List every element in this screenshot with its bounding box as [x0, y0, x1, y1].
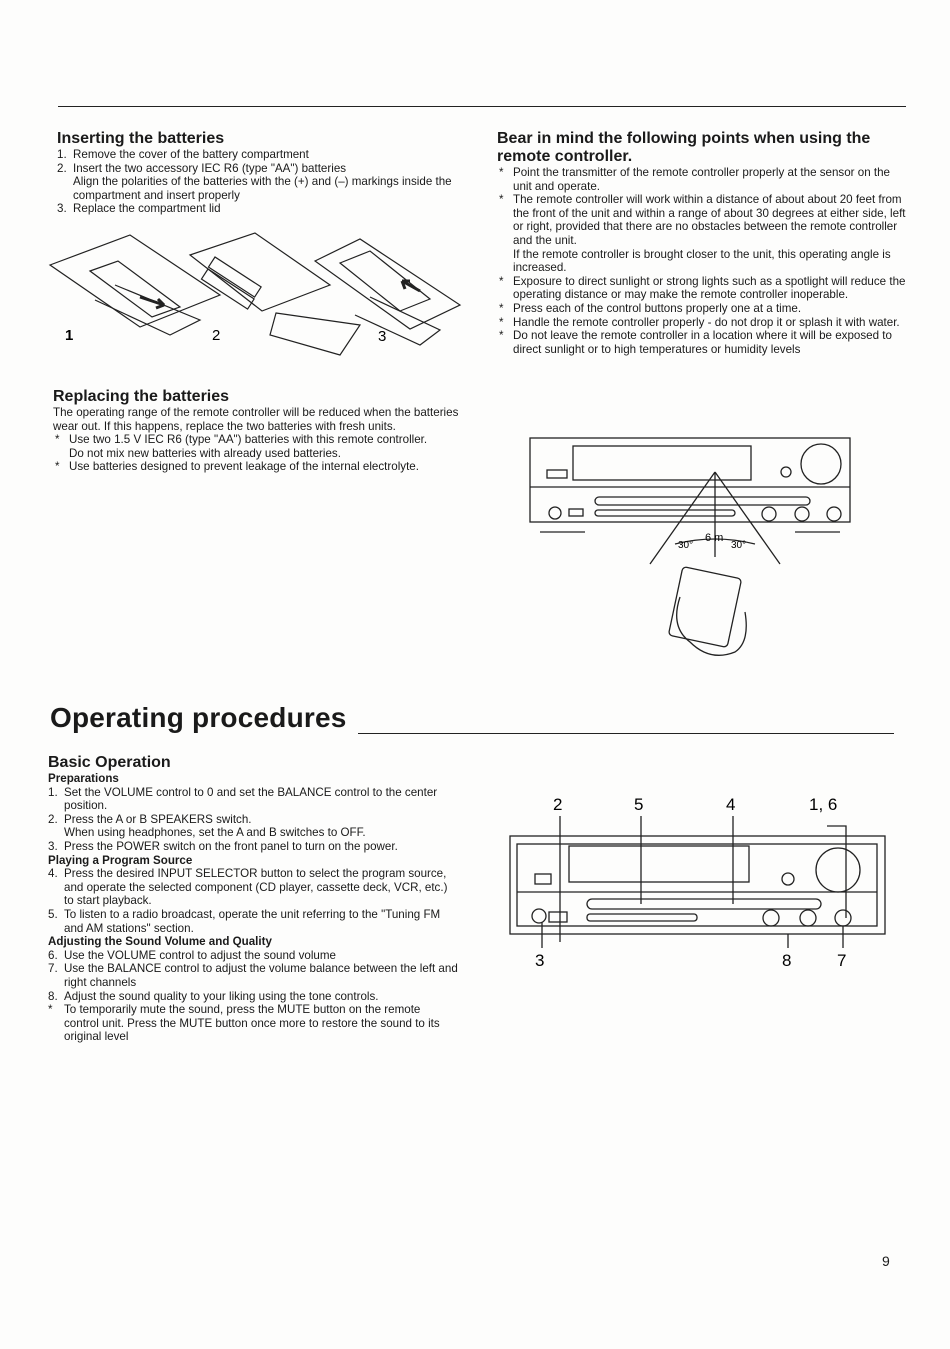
remote-1-body	[50, 235, 220, 327]
panel-sensor	[535, 874, 551, 884]
play-step-text: To listen to a radio broadcast, operate the unit referring to the "Tuning FM and AM stations" section.	[64, 907, 441, 935]
adjusting-title: Adjusting the Sound Volume and Quality	[48, 935, 272, 949]
prep-step	[48, 840, 458, 854]
insert-step-text: Replace the compartment lid	[73, 202, 221, 216]
adjust-step-marker: 6.	[48, 948, 58, 962]
replace-item-text: Use two 1.5 V IEC R6 (type "AA") batteries with this remote controller.	[69, 433, 428, 447]
insert-step	[57, 162, 457, 176]
panel-tone-knob-2	[800, 910, 816, 926]
playing-steps	[48, 867, 458, 935]
remote-3-body	[315, 239, 460, 329]
remote-2-battery-b	[201, 269, 254, 309]
left-angle-label: 30°	[678, 540, 694, 551]
callout-label-8: 8	[782, 951, 792, 970]
insert-arrow-3	[402, 281, 420, 291]
adjust-step-text: To temporarily mute the sound, press the MUTE button on the remote control unit. Press the MUTE button once more to restore the sound to its original level	[64, 1003, 440, 1044]
top-rule	[58, 106, 906, 107]
panel-selector-strip	[587, 899, 821, 909]
callout-label-7: 7	[837, 951, 847, 970]
insert-step-marker: 3.	[57, 202, 67, 216]
tone-knob-2	[795, 507, 809, 521]
basic-operation-section	[48, 754, 458, 1044]
remote-note	[497, 166, 907, 193]
remote-note	[497, 193, 907, 247]
panel-tone-knob-3	[835, 910, 851, 926]
remote-note-marker: *	[499, 166, 504, 179]
prep-step-marker: 2.	[48, 812, 58, 826]
replace-item-text: Use batteries designed to prevent leakage of the internal electrolyte.	[69, 460, 419, 474]
battery-insertion-figure	[40, 225, 470, 375]
adjust-step-text: Adjust the sound quality to your liking using the tone controls.	[64, 989, 379, 1003]
insert-step	[57, 148, 457, 162]
adjust-step-marker: 7.	[48, 962, 58, 976]
remote-range-figure	[525, 432, 855, 677]
prep-step	[48, 826, 458, 840]
remote-note	[497, 316, 907, 330]
receiver-sensor	[547, 470, 567, 478]
remote-2-battery-a	[208, 257, 261, 297]
remote-3-lid	[340, 251, 430, 311]
play-step-marker: 4.	[48, 867, 58, 881]
operating-title-rule	[358, 733, 894, 734]
remote-note-text: The remote controller will work within a distance of about about 20 feet from the front of the unit and within a range of about 30 degrees at either side, left or right, provided that there are no obstacles between the remote controller and the unit.	[513, 193, 906, 247]
insert-step-text: Remove the cover of the battery compartment	[73, 148, 309, 161]
selector-strip	[595, 497, 810, 505]
insert-step-text: Align the polarities of the batteries with the (+) and (–) markings inside the compartment and insert properly	[73, 175, 452, 202]
play-step	[48, 867, 458, 908]
remote-notes-title: Bear in mind the following points when using the remote controller.	[497, 130, 871, 165]
callout-label-2: 2	[553, 795, 563, 814]
adjust-step-text: Use the VOLUME control to adjust the sound volume	[64, 948, 336, 962]
panel-volume-knob	[816, 848, 860, 892]
remote-note-text: If the remote controller is brought closer to the unit, this operating angle is increased.	[513, 247, 891, 275]
prep-step	[48, 786, 458, 813]
adjust-step	[48, 962, 458, 989]
remote-2-cover	[270, 313, 360, 355]
remote-1-lid	[90, 261, 180, 317]
remote-note-marker: *	[499, 274, 504, 288]
right-angle-label: 30°	[731, 540, 747, 551]
prep-step-marker: 1.	[48, 785, 58, 799]
adjust-step-marker: 8.	[48, 989, 58, 1003]
remote-2-body	[190, 233, 330, 311]
adjusting-steps	[48, 949, 458, 1044]
callout-label-4: 4	[726, 795, 736, 814]
remote-note-marker: *	[499, 301, 504, 315]
power-button	[549, 507, 561, 519]
play-step-marker: 5.	[48, 907, 58, 921]
remote-note-text: Press each of the control buttons properly one at a time.	[513, 301, 802, 315]
prep-step-marker	[48, 826, 64, 840]
remote-note-marker: *	[499, 329, 504, 343]
replace-item-text: Do not mix new batteries with already used batteries.	[69, 446, 341, 460]
remote-note	[497, 275, 907, 302]
prep-step-text: Set the VOLUME control to 0 and set the BALANCE control to the center position.	[64, 785, 438, 813]
tone-knob-3	[827, 507, 841, 521]
panel-power-button	[532, 909, 546, 923]
inserting-section	[57, 130, 457, 216]
play-step-text: Press the desired INPUT SELECTOR button to select the program source, and operate the selected component (CD player, cassette deck, VCR, etc.) to start playback.	[64, 867, 448, 908]
remote-1-cover	[95, 285, 200, 335]
replace-item-marker	[53, 447, 69, 461]
insert-arrow-1	[140, 297, 164, 308]
operating-title-row	[50, 702, 905, 734]
replace-item-marker: *	[55, 460, 60, 474]
prep-step-text: Press the A or B SPEAKERS switch.	[64, 812, 252, 826]
panel-display	[569, 846, 749, 882]
preparations-steps	[48, 786, 458, 854]
panel-tone-knob-1	[763, 910, 779, 926]
distance-label: 6 m	[705, 532, 724, 544]
insert-step-marker: 1.	[57, 148, 67, 161]
small-knob	[781, 467, 791, 477]
insert-step-text: Insert the two accessory IEC R6 (type "AA") batteries	[73, 161, 347, 175]
playing-title: Playing a Program Source	[48, 853, 193, 867]
volume-knob	[801, 444, 841, 484]
remote-note-marker	[497, 248, 513, 275]
fig-label-3: 3	[378, 328, 387, 345]
panel-headphone	[549, 912, 567, 922]
fig-label-2: 2	[212, 327, 221, 344]
play-step	[48, 908, 458, 935]
insert-step-marker	[57, 175, 73, 202]
preparations-title: Preparations	[48, 772, 119, 785]
prep-step	[48, 813, 458, 827]
adjust-step-text: Use the BALANCE control to adjust the volume balance between the left and right channels	[64, 962, 458, 989]
operating-title: Operating procedures	[50, 702, 347, 733]
tone-knob-1	[762, 507, 776, 521]
replacing-section	[53, 388, 463, 474]
replace-item	[53, 447, 463, 461]
remote-note	[497, 248, 907, 275]
remote-controller	[668, 567, 741, 648]
range-lines	[650, 472, 780, 564]
basic-operation-title: Basic Operation	[48, 754, 171, 771]
replace-item-marker: *	[55, 433, 60, 447]
insert-step-marker: 2.	[57, 161, 67, 175]
remote-note-text: Handle the remote controller properly - do not drop it or splash it with water.	[513, 315, 900, 329]
remote-notes-items	[497, 166, 907, 356]
inserting-title: Inserting the batteries	[57, 130, 225, 147]
adjust-step	[48, 949, 458, 963]
callout-label-3: 3	[535, 951, 545, 970]
insert-step	[57, 202, 457, 216]
front-panel-figure	[505, 792, 890, 982]
remote-notes-section	[497, 130, 907, 356]
replacing-items	[53, 433, 463, 474]
remote-note-marker: *	[499, 193, 504, 207]
adjust-step	[48, 1003, 458, 1044]
remote-note	[497, 329, 907, 356]
replacing-intro: The operating range of the remote controller will be reduced when the batteries wear out. If this happens, replace the two batteries with fresh units.	[53, 406, 459, 433]
receiver-display	[573, 446, 751, 480]
page-number: 9	[882, 1253, 890, 1269]
inserting-steps	[57, 148, 457, 216]
remote-note	[497, 302, 907, 316]
remote-note-marker: *	[499, 315, 504, 329]
fig-label-1: 1	[65, 327, 74, 344]
insert-step	[57, 175, 457, 202]
adjust-step-marker: *	[48, 1003, 53, 1017]
replace-item	[53, 460, 463, 474]
prep-step-text: Press the POWER switch on the front panel to turn on the power.	[64, 839, 398, 853]
replacing-title: Replacing the batteries	[53, 388, 230, 405]
remote-note-text: Point the transmitter of the remote controller properly at the sensor on the unit and operate.	[513, 166, 890, 193]
replace-item	[53, 433, 463, 447]
remote-note-text: Do not leave the remote controller in a location where it will be exposed to direct sunlight or to high temperatures or humidity levels	[513, 329, 892, 356]
remote-note-text: Exposure to direct sunlight or strong lights such as a spotlight will reduce the operating distance or may make the remote controller inoperable.	[513, 274, 906, 302]
prep-step-text: When using headphones, set the A and B switches to OFF.	[64, 826, 366, 840]
prep-step-marker: 3.	[48, 839, 58, 853]
adjust-step	[48, 990, 458, 1004]
callout-label-5: 5	[634, 795, 644, 814]
callout-label-1-6: 1, 6	[809, 795, 838, 814]
